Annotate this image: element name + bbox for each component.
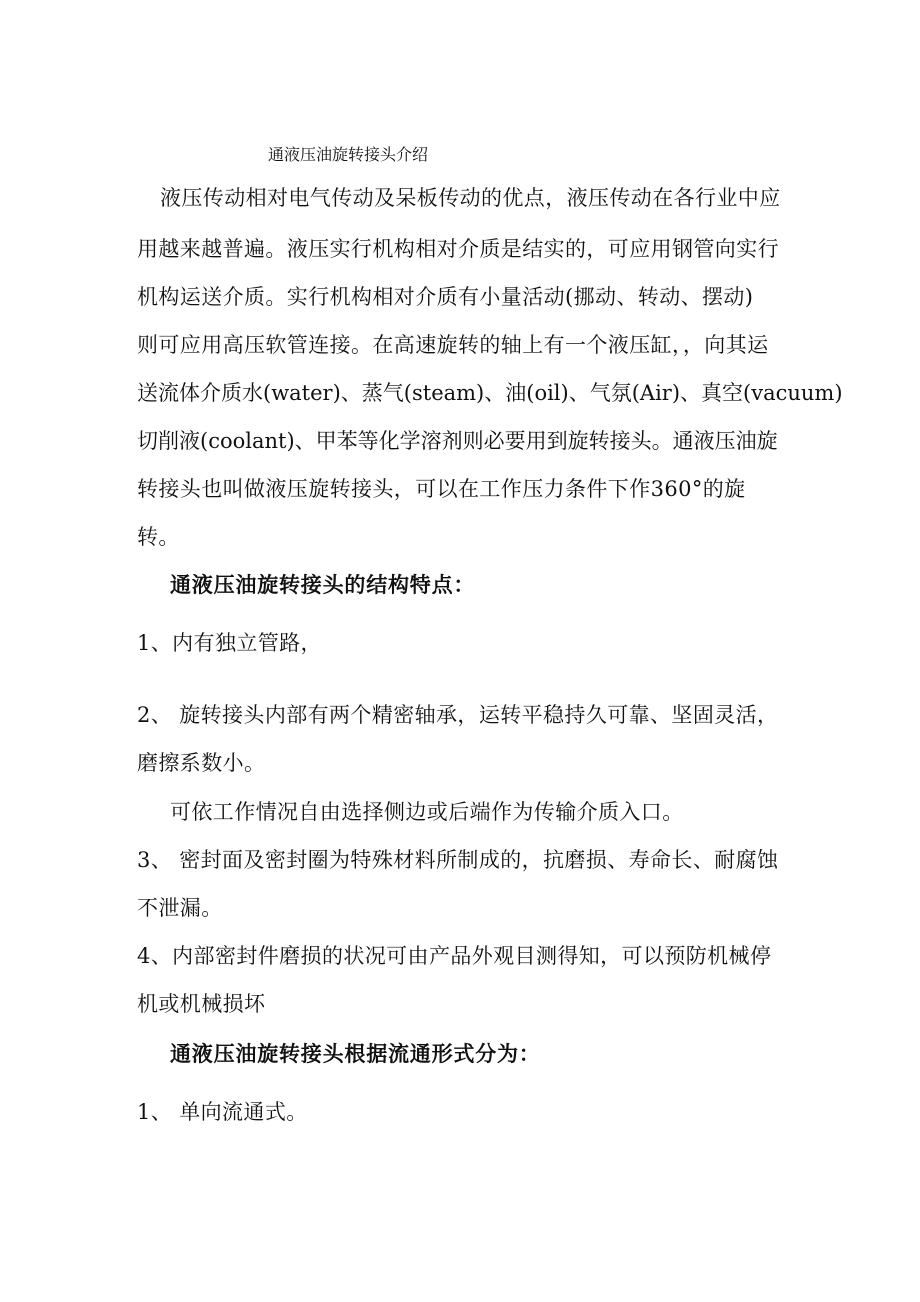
- flow-type-1: 1、 单向流通式。: [137, 1100, 308, 1124]
- intro-line-2: 用越来越普遍。液压实行机构相对介质是结实的，可应用钢管向实行: [137, 237, 779, 261]
- intro-line-5: 送流体介质水(water)、蒸气(steam)、油(oil)、气氛(Air)、真空(vacuum): [137, 381, 843, 405]
- feature-3-line-1: 3、 密封面及密封圈为特殊材料所制成的，抗磨损、寿命长、耐腐蚀: [137, 848, 779, 872]
- document-title: 通液压油旋转接头介绍: [268, 145, 429, 164]
- intro-line-6: 切削液(coolant)、甲苯等化学溶剂则必要用到旋转接头。通液压油旋: [137, 429, 778, 453]
- heading-flow: 通液压油旋转接头根据流通形式分为：: [170, 1041, 541, 1066]
- feature-3-line-2: 不泄漏。: [137, 896, 223, 920]
- intro-line-3: 机构运送介质。实行机构相对介质有小量活动(挪动、转动、摆动): [137, 285, 754, 309]
- intro-line-8: 转。: [137, 525, 180, 549]
- feature-extra: 可依工作情况自由选择侧边或后端作为传输介质入口。: [170, 800, 684, 824]
- heading-structure: 通液压油旋转接头的结构特点：: [170, 572, 476, 597]
- feature-4-line-1: 4、内部密封件磨损的状况可由产品外观目测得知，可以预防机械停: [137, 944, 772, 968]
- intro-line-1: 液压传动相对电气传动及呆板传动的优点，液压传动在各行业中应: [160, 186, 781, 210]
- feature-2-line-2: 磨擦系数小。: [137, 751, 266, 775]
- intro-line-7: 转接头也叫做液压旋转接头，可以在工作压力条件下作360°的旋: [137, 477, 746, 501]
- feature-2-line-1: 2、 旋转接头内部有两个精密轴承，运转平稳持久可靠、坚固灵活，: [137, 703, 779, 727]
- intro-line-4: 则可应用高压软管连接。在高速旋转的轴上有一个液压缸，，向其运: [137, 333, 769, 357]
- feature-4-line-2: 机或机械损坏: [137, 992, 266, 1016]
- feature-1: 1、内有独立管路，: [137, 631, 322, 655]
